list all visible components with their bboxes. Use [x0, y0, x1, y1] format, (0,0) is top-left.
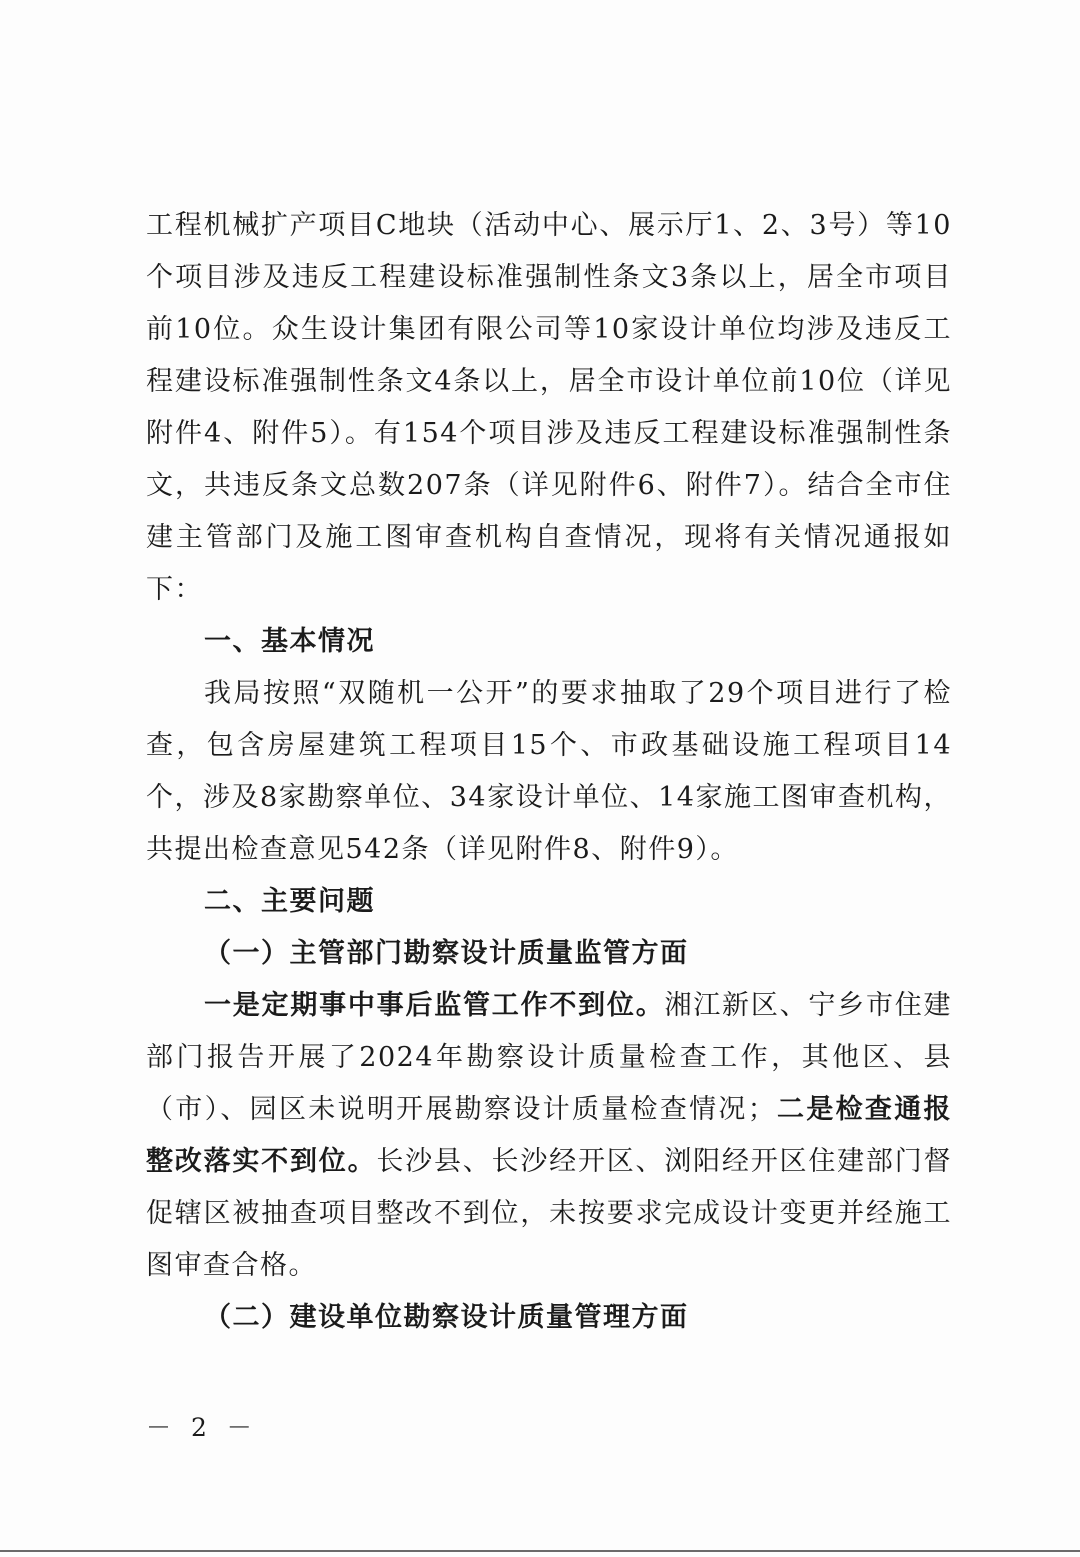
- body-phrase-2: 长沙县、长沙经开区、浏阳经开区住建部门督促辖区被抽查项目整改不到位，未按要求完成设计变更并经施工图审查合格。: [146, 1146, 953, 1281]
- lead-phrase-1: 一是定期事中事后监管工作不到位。: [204, 990, 665, 1021]
- subheading-construction-unit: （二）建设单位勘察设计质量管理方面: [204, 1302, 689, 1333]
- paragraph-intro: 工程机械扩产项目C地块（活动中心、展示厅1、2、3号）等10个项目涉及违反工程建设标准强制性条文3条以上，居全市项目前10位。众生设计集团有限公司等10家设计单位均涉及违反工程建设标准强制性条文4条以上，居全市设计单位前10位（详见附件4、附件5）。有154个项目涉及违反工程建设标准强制性条文，共违反条文总数207条（详见附件6、附件7）。结合全市住建主管部门及施工图审查机构自查情况，现将有关情况通报如下：: [146, 210, 952, 605]
- page-number: － 2 －: [146, 1413, 258, 1442]
- subheading-supervision: （一）主管部门勘察设计质量监管方面: [204, 938, 689, 969]
- document-body: [146, 200, 952, 1344]
- lead-phrase-2: 二是检查通报整改落实不到位。: [146, 1094, 953, 1177]
- paragraph-basic-situation: 我局按照“双随机一公开”的要求抽取了29个项目进行了检查，包含房屋建筑工程项目15个、市政基础设施工程项目14个，涉及8家勘察单位、34家设计单位、14家施工图审查机构，共提出检查意见542条（详见附件8、附件9）。: [146, 678, 952, 865]
- body-phrase-1: 湘江新区、宁乡市住建部门报告开展了2024年勘察设计质量检查工作，其他区、县（市）、园区未说明开展勘察设计质量检查情况；: [146, 990, 953, 1125]
- paragraph-supervision: [146, 980, 952, 1292]
- bottom-divider: [0, 1550, 1080, 1552]
- heading-basic-situation: 一、基本情况: [204, 626, 375, 657]
- heading-main-problems: 二、主要问题: [204, 886, 375, 917]
